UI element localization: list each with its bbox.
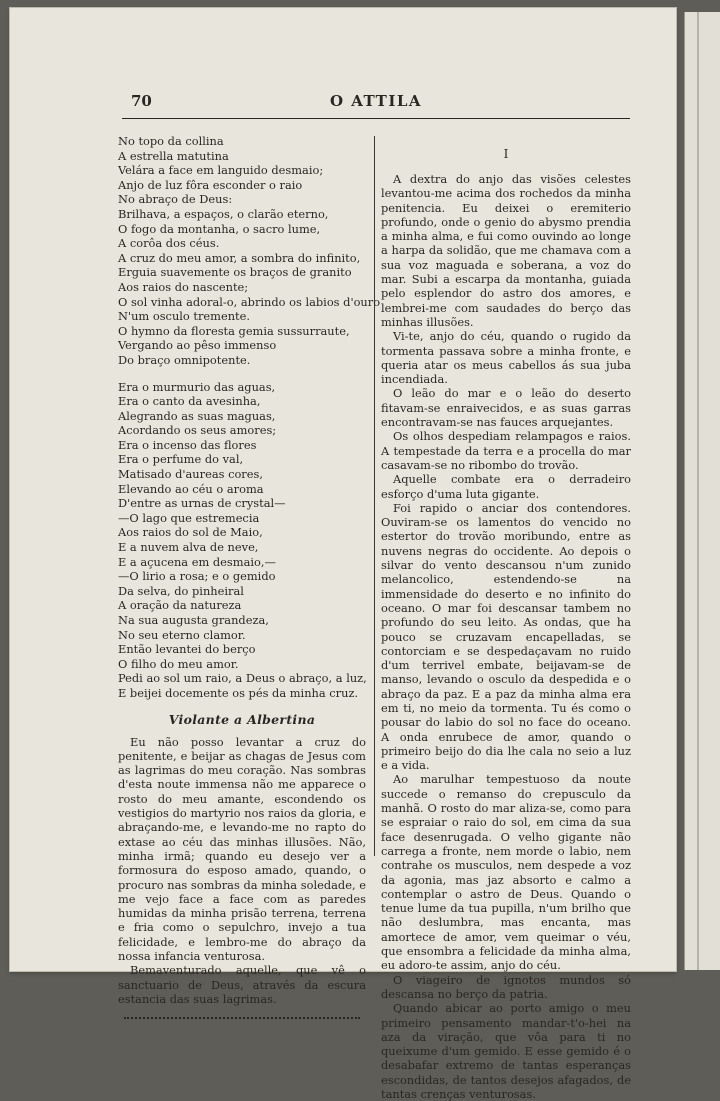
paragraph: Aquelle combate era o derradeiro esforço d'uma luta gigante.	[381, 472, 631, 501]
poem-line: —O lirio a rosa; e o gemido	[118, 569, 276, 584]
paragraph: Ao marulhar tempestuoso da noute succede o remanso do crepusculo da manhã. O rosto do mar aliza-se, como para se espraiar o raio do sol, em cima da sua face desenrugada. O velho gigante não carrega a fronte, nem morde o labio, nem contrahe os musculos, nem despede a voz da agonia, mas jaz absorto e calmo a contemplar o astro de Deus. Quando o tenue lume da tua pupilla, n'um brilho que não deslumbra, mas encanta, mas amortece de amor, vem queimar o véu, que ensombra a felicidade da minha alma, eu adoro-te assim, anjo do céu.	[381, 772, 631, 973]
poem-line: O hymno da floresta gemia sussurraute,	[118, 323, 350, 338]
poem-line: Matisado d'aureas cores,	[118, 467, 263, 482]
paragraph: Quando abicar ao porto amigo o meu primeiro pensamento mandar-t'o-hei na aza da viração, que vôa para ti no queixume d'um gemido. E esse gemido é o desabafar extremo de tantas esperanças escondidas, de tantos desejos afagados, de tantas crenças venturosas.	[381, 1001, 631, 1101]
poem-line: No seu eterno clamor.	[118, 627, 246, 642]
paragraph: Foi rapido o anciar dos contendores. Ouviram-se os lamentos do vencido no estertor do trovão moribundo, entre as nuvens negras do occidente. Ao depois o silvar do vento descansou n'um zunido melancolico, estendendo-se na immensidade do deserto e no infinito do oceano. O mar foi descansar tambem no profundo do seu leito. As ondas, que ha pouco se cruzavam encapelladas, se contorciam e se despedaçavam no ruido d'um terrivel embate, beijavam-se de manso, levando o osculo da despedida e o abraço da paz. E a paz da minha alma era em ti, no meio da tormenta. Tu és como o pousar do labio do sol no face do oceano. A onda enrubece de amor, quando o primeiro beijo do dia lhe cala no seio a luz e a vida.	[381, 500, 631, 773]
poem-line: E beijei docemente os pés da minha cruz.	[118, 685, 359, 700]
poem-line: No topo da collina	[118, 134, 224, 148]
poem-line: Era o incenso das flores	[118, 437, 257, 452]
column-divider	[374, 136, 375, 856]
poem-line: Era o perfume do val,	[118, 452, 244, 467]
next-page-edge	[684, 12, 720, 970]
poem-line: Então levantei do berço	[118, 642, 256, 657]
right-column	[381, 146, 631, 1101]
paragraph: Bemaventurado aquelle, que vê o sanctuario de Deus, através da escura estancia das suas lagrimas.	[118, 963, 366, 1006]
poem-line: N'um osculo tremente.	[118, 309, 250, 324]
poem-line: A estrella matutina	[118, 148, 229, 163]
poem-line: Erguia suavemente os braços de granito	[118, 265, 352, 280]
poem-line: Acordando os seus amores;	[118, 423, 277, 438]
letter-text	[118, 735, 366, 1007]
poem-line: D'entre as urnas de crystal—	[118, 496, 286, 511]
poem-line: A oração da natureza	[118, 598, 242, 613]
poem-line: Aos raios do nascente;	[118, 279, 249, 294]
page-number: 70	[131, 92, 152, 110]
poem-line: O fogo da montanha, o sacro lume,	[118, 221, 321, 236]
poem-line: Da selva, do pinheiral	[118, 583, 244, 598]
poem-line: Velára a face em languido desmaio;	[118, 163, 324, 178]
page-header	[122, 92, 630, 116]
poem-line: Anjo de luz fôra esconder o raio	[118, 177, 303, 192]
poem-stanza	[118, 134, 381, 368]
poem-line: —O lago que estremecia	[118, 510, 260, 525]
poem-line: O filho do meu amor.	[118, 656, 239, 671]
poem-line: Na sua augusta grandeza,	[118, 613, 269, 627]
poem-line: A cruz do meu amor, a sombra do infinito,	[118, 250, 361, 265]
section-number: I	[503, 147, 509, 161]
poem-stanza	[118, 380, 366, 701]
dotted-rule	[124, 1009, 360, 1019]
paragraph: A dextra do anjo das visões celestes levantou-me acima dos rochedos da minha penitencia. Eu deixei o eremiterio profundo, onde o genio do abysmo prendia a minha alma, e fui como ouvindo ao longe a harpa da solidão, que me chamava com a sua voz maguada e soberana, a voz do mar. Subi a escarpa da montanha, guiada pelo esplendor do astro dos amores, e lembrei-me com saudades do berço das minhas illusões.	[381, 172, 631, 329]
poem-line: No abraço de Deus:	[118, 192, 233, 207]
poem-line: Vergando ao pêso immenso	[118, 338, 277, 353]
poem-line: E a açucena em desmaio,—	[118, 554, 276, 569]
header-rule	[122, 118, 630, 119]
running-title: O ATTILA	[329, 92, 423, 110]
poem-line: Era o murmurio das aguas,	[118, 379, 276, 394]
paragraph: Eu não posso levantar a cruz do penitente, e beijar as chagas de Jesus com as lagrimas do meu coração. Nas sombras d'esta noute immensa não me apparece o rosto do meu amante, escondendo os vestigios do martyrio nos raios da gloria, e abraçando-me, e levando-me no rapto do extase ao céu das minhas illusões. Não, minha irmã; quando eu desejo ver a formosura do esposo amado, quando, o procuro nas sombras da minha soledade, e me vejo face a face com as paredes humidas da minha prisão terrena, terrena e fria como o sepulchro, invejo a tua felicidade, e lembro-me do abraço da nossa infancia venturosa.	[118, 734, 366, 964]
poem-line: Pedi ao sol um raio, a Deus o abraço, a luz,	[118, 671, 367, 686]
paragraph: O viageiro de ignotos mundos só descansa no berço da patria.	[381, 972, 631, 1001]
poem-line: Do braço omnipotente.	[118, 352, 251, 367]
poem-line: O sol vinha adoral-o, abrindo os labios d'ouro	[118, 294, 381, 309]
poem-line: Aos raios do sol de Maio,	[118, 525, 263, 540]
section-title: Violante a Albertina	[168, 711, 316, 727]
poem-line: Era o canto da avesinha,	[118, 394, 261, 409]
page-gutter-line	[697, 12, 699, 970]
paragraph: Os olhos despediam relampagos e raios. A tempestade da terra e a procella do mar casavam-se no ribombo do trovão.	[381, 429, 631, 472]
poem-line: Elevando ao céu o aroma	[118, 481, 264, 496]
paragraph: Vi-te, anjo do céu, quando o rugido da tormenta passava sobre a minha fronte, e queria atar os meus cabellos ás sua juba incendiada.	[381, 329, 631, 387]
paragraph: O leão do mar e o leão do deserto fitavam-se enraivecidos, e as suas garras encontravam-se nas fauces arquejantes.	[381, 386, 631, 430]
left-column	[118, 134, 381, 1019]
poem-line: A corôa dos céus.	[118, 236, 220, 251]
poem-line: Brilhava, a espaços, o clarão eterno,	[118, 206, 329, 221]
poem-line: Alegrando as suas maguas,	[118, 408, 276, 423]
poem-line: E a nuvem alva de neve,	[118, 540, 259, 555]
chapter-text	[381, 172, 631, 1101]
